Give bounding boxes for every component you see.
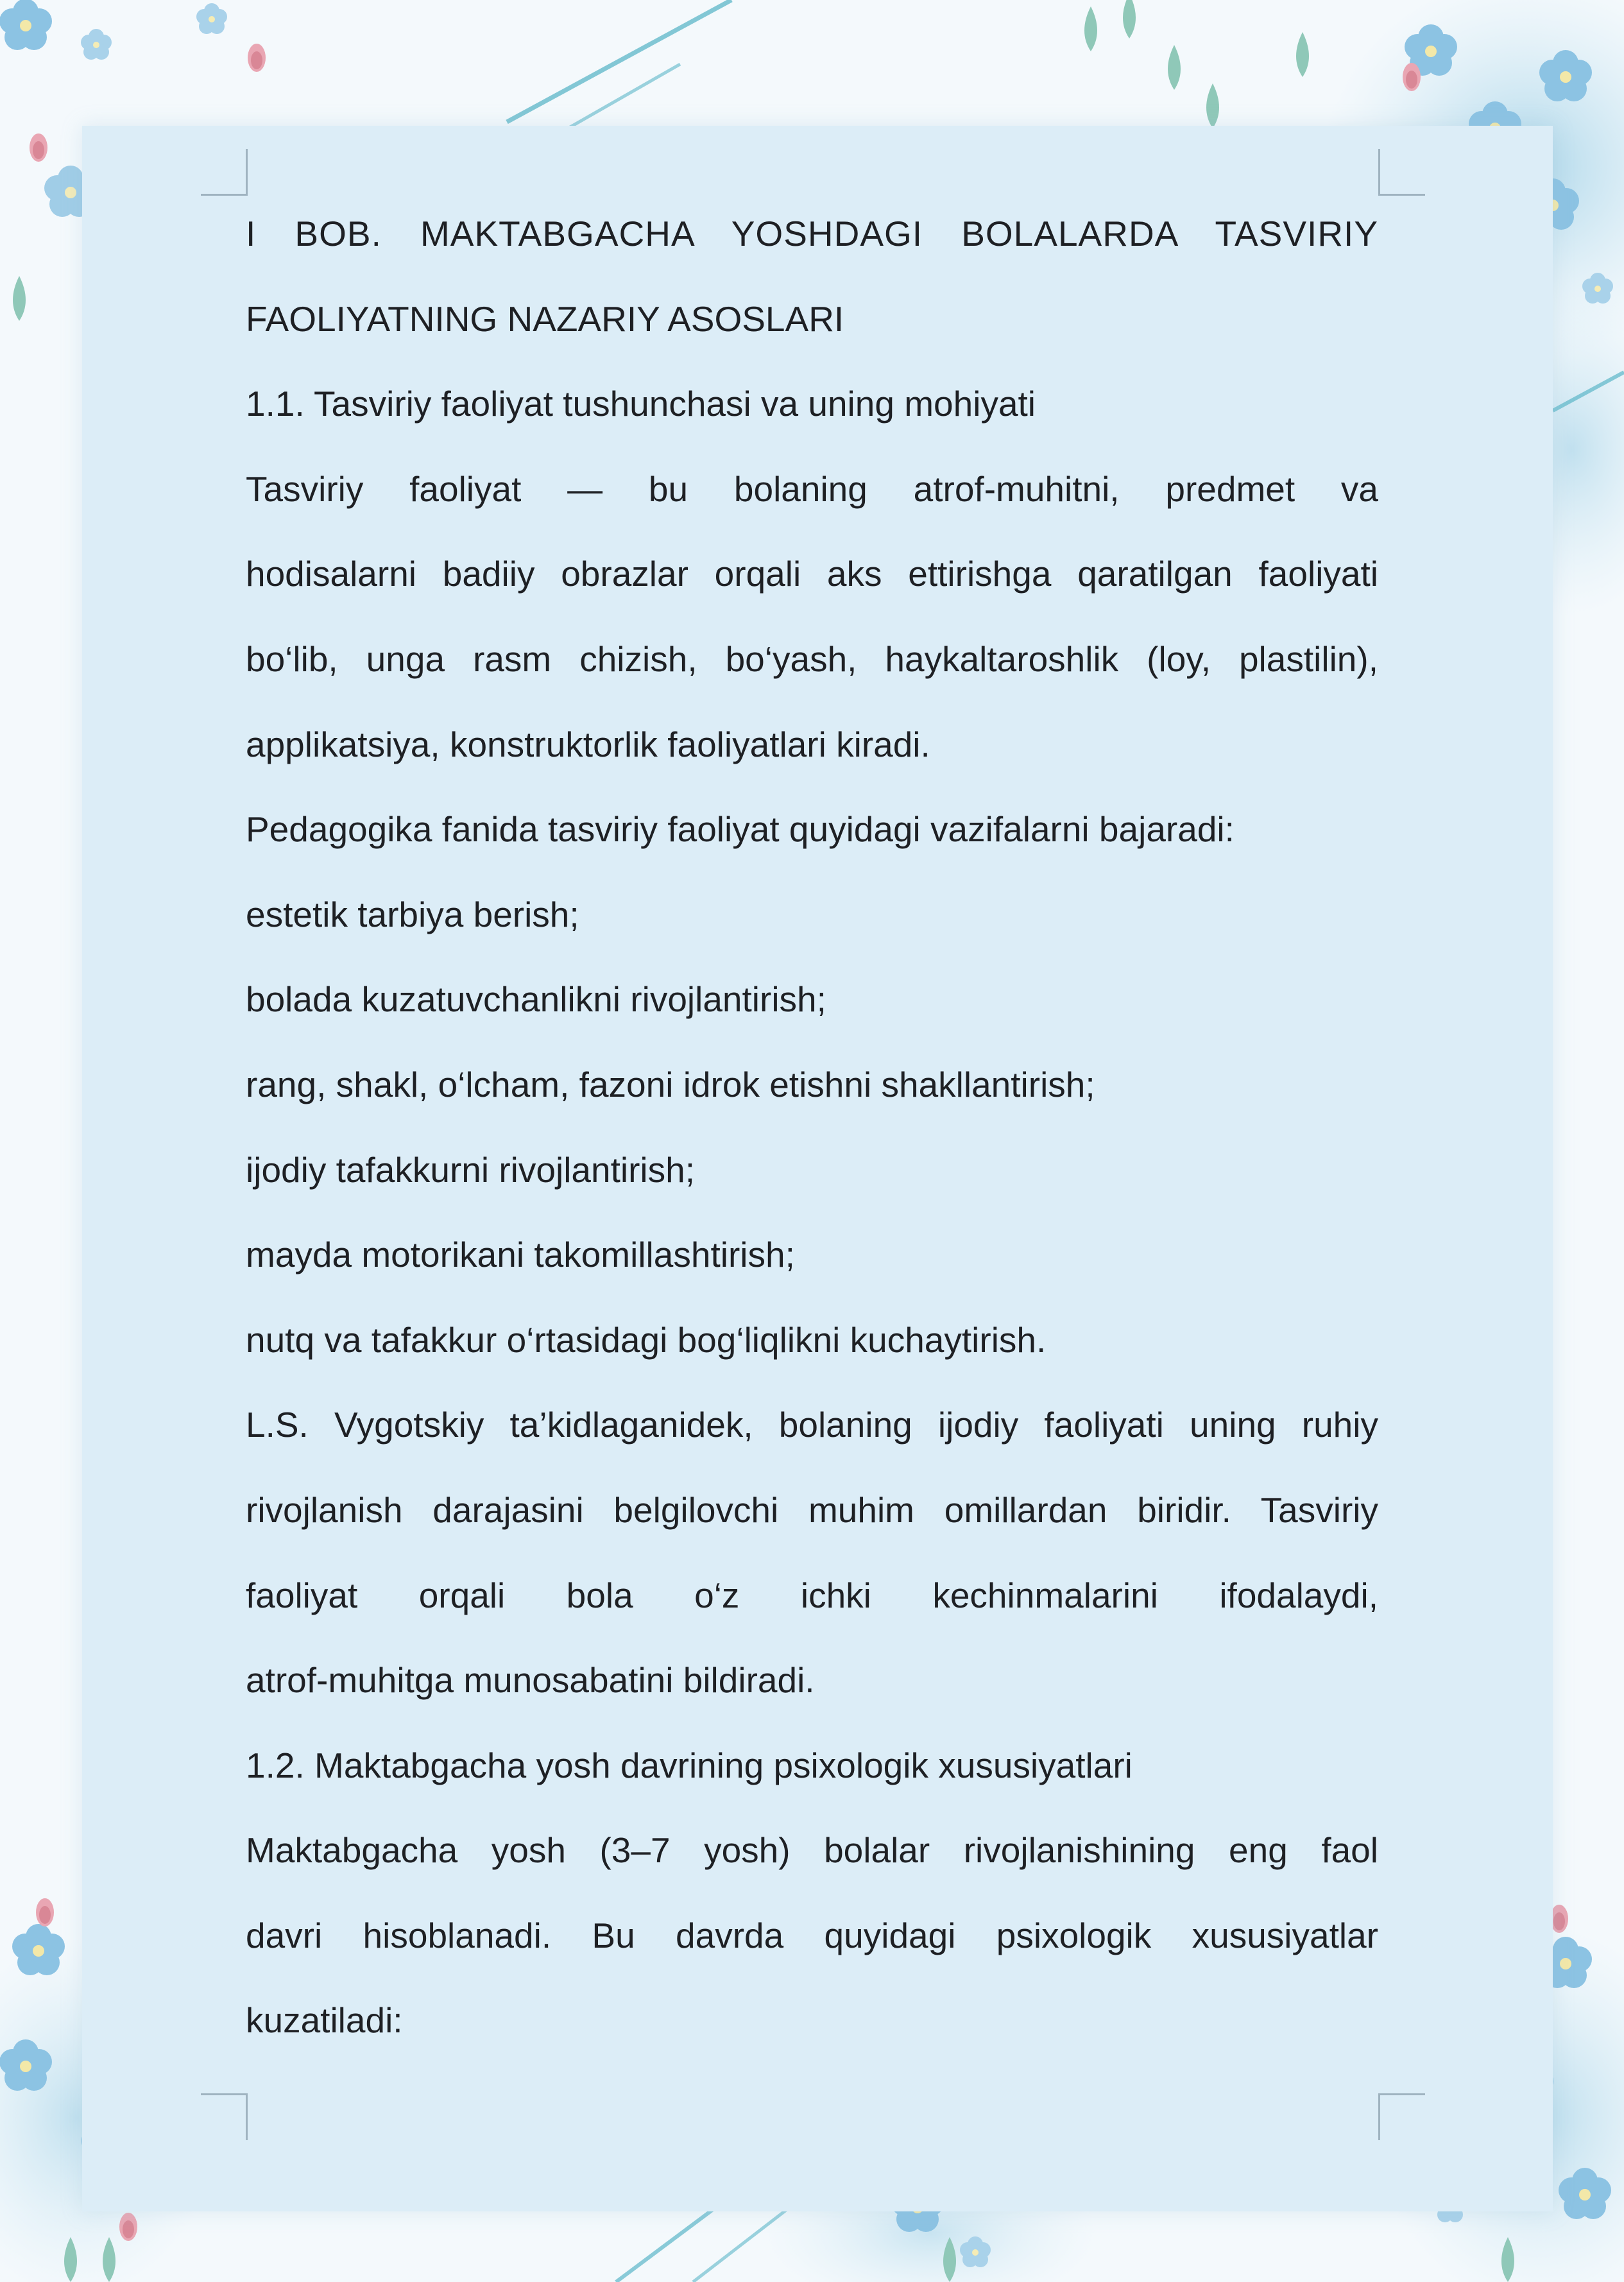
list-item: mayda motorikani takomillashtirish; [246, 1235, 795, 1275]
paragraph-line: hodisalarni badiiy obrazlar orqali aks ettirishga qaratilgan faoliyati [246, 554, 1378, 594]
paragraph-line: L.S. Vygotskiy ta’kidlaganidek, bolaning ijodiy faoliyati uning ruhiy [246, 1405, 1378, 1445]
paragraph-line: bo‘lib, unga rasm chizish, bo‘yash, haykaltaroshlik (loy, plastilin), [246, 639, 1378, 679]
list-item: nutq va tafakkur o‘rtasidagi bog‘liqlikni kuchaytirish. [246, 1319, 1047, 1360]
paragraph-line: Pedagogika fanida tasviriy faoliyat quyidagi vazifalarni bajaradi: [246, 809, 1235, 850]
paragraph-line: Tasviriy faoliyat — bu bolaning atrof-muhitni, predmet va [246, 468, 1378, 509]
crop-mark-bottom-right [1378, 2093, 1425, 2140]
document-body [246, 207, 1378, 2079]
section-heading-1-1: 1.1. Tasviriy faoliyat tushunchasi va uning mohiyati [246, 384, 1036, 424]
chapter-title-line-1: I BOB. MAKTABGACHA YOSHDAGI BOLALARDA TASVIRIY [246, 214, 1378, 253]
paragraph-line: kuzatiladi: [246, 2000, 403, 2041]
paragraph-line: Maktabgacha yosh (3–7 yosh) bolalar rivojlanishining eng faol [246, 1830, 1378, 1871]
paragraph-line: faoliyat orqali bola o‘z ichki kechinmalarini ifodalaydi, [246, 1575, 1378, 1615]
crop-mark-bottom-left [201, 2093, 248, 2140]
list-item: ijodiy tafakkurni rivojlantirish; [246, 1149, 695, 1190]
paragraph-line: applikatsiya, konstruktorlik faoliyatlari kiradi. [246, 724, 930, 764]
paragraph-line: rivojlanish darajasini belgilovchi muhim omillardan biridir. Tasviriy [246, 1489, 1378, 1530]
section-heading-1-2: 1.2. Maktabgacha yosh davrining psixologik xususiyatlari [246, 1745, 1133, 1785]
list-item: rang, shakl, o‘lcham, fazoni idrok etishni shakllantirish; [246, 1064, 1095, 1104]
paragraph-line: atrof-muhitga munosabatini bildiradi. [246, 1660, 815, 1701]
list-item: bolada kuzatuvchanlikni rivojlantirish; [246, 979, 826, 1020]
paragraph-line: davri hisoblanadi. Bu davrda quyidagi psixologik xususiyatlar [246, 1915, 1378, 1955]
crop-mark-top-right [1378, 149, 1425, 196]
crop-mark-top-left [201, 149, 248, 196]
chapter-title-line-2: FAOLIYATNING NAZARIY ASOSLARI [246, 298, 844, 339]
list-item: estetik tarbiya berish; [246, 894, 579, 934]
